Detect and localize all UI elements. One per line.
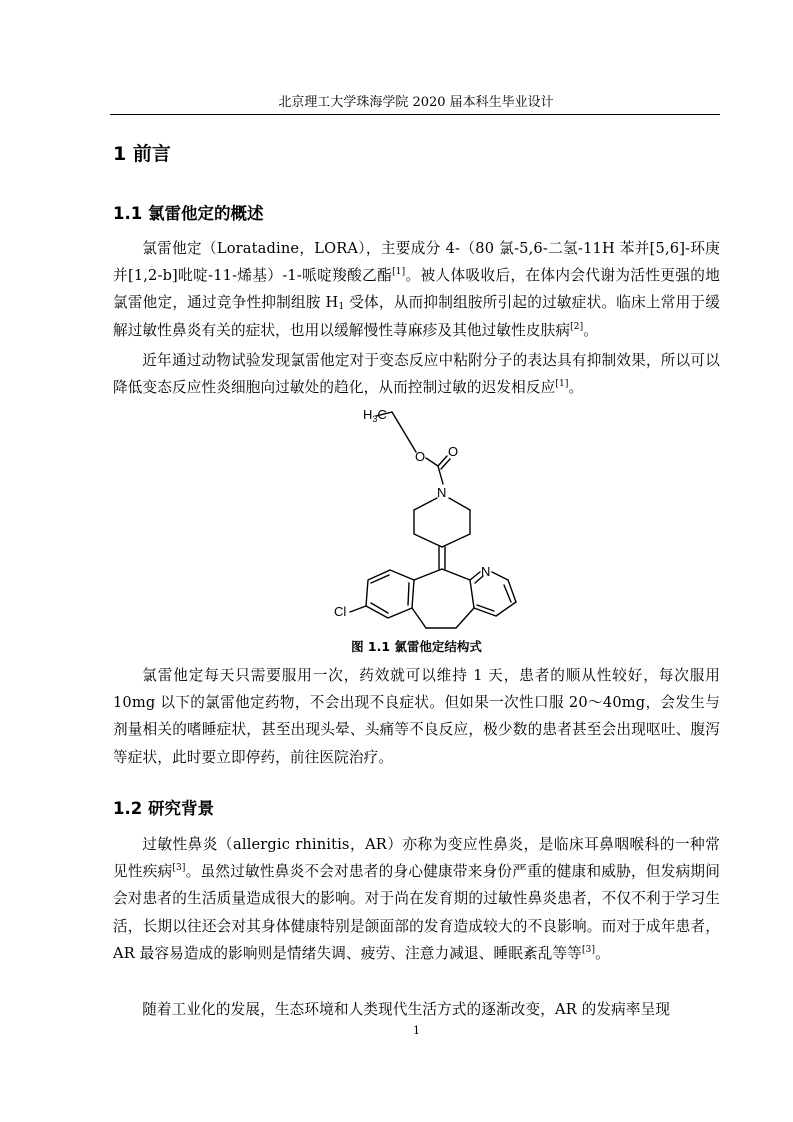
page-number: 1 xyxy=(413,1024,420,1037)
atom-label-ch3: $H_3C$ xyxy=(363,407,387,424)
bond xyxy=(442,569,470,580)
paragraph-background-1: 过敏性鼻炎（allergic rhinitis，AR）亦称为变应性鼻炎，是临床耳鼻咽喉科的一种常见性疾病[3]。虽然过敏性鼻炎不会对患者的身心健康带来身份严重的健康和威胁，但发病期间会对患者的生活质量造成很大的影响。对于尚在发育期的过敏性鼻炎患者，不仅不利于学习生活，长期以往还会对其身体健康特别是颌面部的发育造成较大的不良影响。而对于成年患者，AR 最容易造成的影响则是情绪失调、疲劳、注意力减退、睡眠紊乱等等[3]。 xyxy=(113,836,720,962)
bond xyxy=(492,572,508,580)
bond xyxy=(474,608,496,616)
atom-label-nitrogen-piperidine: N xyxy=(437,485,447,500)
bond xyxy=(414,498,437,510)
atom-label-nitrogen-pyridine: N xyxy=(481,564,491,579)
bond xyxy=(414,534,442,547)
bond xyxy=(412,608,426,628)
bond xyxy=(456,608,474,628)
atom-label-oxygen-carbonyl: O xyxy=(448,444,459,459)
citation-ref: [1] xyxy=(555,379,569,390)
bond xyxy=(470,572,480,580)
bond xyxy=(496,602,516,616)
bond xyxy=(426,458,438,466)
paragraph-dosage: 氯雷他定每天只需要服用一次，药效就可以维持 1 天，患者的顺从性较好，每次服用 10mg 以下的氯雷他定药物，不会出现不良症状。但如果一次性口服 20～40mg，会发生与剂量相关的嗜睡症状，甚至出现头晕、头痛等不良反应，极少数的患者甚至会出现呕吐、腹泻等症状，此时要立即停药，前往医院治疗。 xyxy=(113,667,720,766)
benzene-ring xyxy=(366,570,414,618)
citation-ref: [1] xyxy=(392,267,406,278)
loratadine-structure-svg xyxy=(330,402,530,634)
atom-label-oxygen-ether: O xyxy=(415,449,426,464)
bond xyxy=(392,412,410,442)
page-header: 北京理工大学珠海学院 2020 届本科生毕业设计 xyxy=(278,95,554,110)
bond xyxy=(371,575,389,583)
citation-ref: [2] xyxy=(570,321,584,332)
paragraph-overview-2: 近年通过动物试验发现氯雷他定对于变态反应中粘附分子的表达具有抑制效果，所以可以降低变态反应性炎细胞向过敏处的趋化，从而控制过敏的迟发相反应[1]。 xyxy=(113,352,720,397)
bond xyxy=(350,606,366,612)
bond xyxy=(449,498,470,510)
section-heading-1-1: 1.1 氯雷他定的概述 xyxy=(113,204,264,223)
bond xyxy=(408,583,409,605)
header-rule xyxy=(110,114,720,115)
paragraph-background-2: 随着工业化的发展，生态环境和人类现代生活方式的逐渐改变，AR 的发病率呈现 xyxy=(142,1001,671,1018)
section-heading-1-2: 1.2 研究背景 xyxy=(113,799,214,818)
bond xyxy=(504,585,511,602)
paragraph-overview-1: 氯雷他定（Loratadine，LORA），主要成分 4-（80 氯-5,6-二氢-11H 苯并[5,6]-环庚并[1,2-b]吡啶-11-烯基）-1-哌啶羧酸乙酯[1]。被人体吸收后，在体内会代谢为活性更强的地氯雷他定，通过竞争性抑制组胺 $H_1$ 受体，从而抑制组胺所引起的过敏症状。临床上常用于缓解过敏性鼻炎有关的症状，也用以缓解慢性荨麻疹及其他过敏性皮肤病[2]。 xyxy=(113,240,721,339)
section-heading-1: 1 前言 xyxy=(113,143,171,165)
loratadine-structure-figure xyxy=(330,402,530,634)
bond xyxy=(442,534,470,547)
figure-caption: 图 1.1 氯雷他定结构式 xyxy=(351,639,482,654)
bond xyxy=(470,580,474,608)
atom-label-chlorine: Cl xyxy=(334,604,347,619)
citation-ref: [3] xyxy=(581,944,596,955)
bond xyxy=(371,603,388,613)
bond xyxy=(414,569,442,580)
citation-ref: [3] xyxy=(172,863,186,874)
